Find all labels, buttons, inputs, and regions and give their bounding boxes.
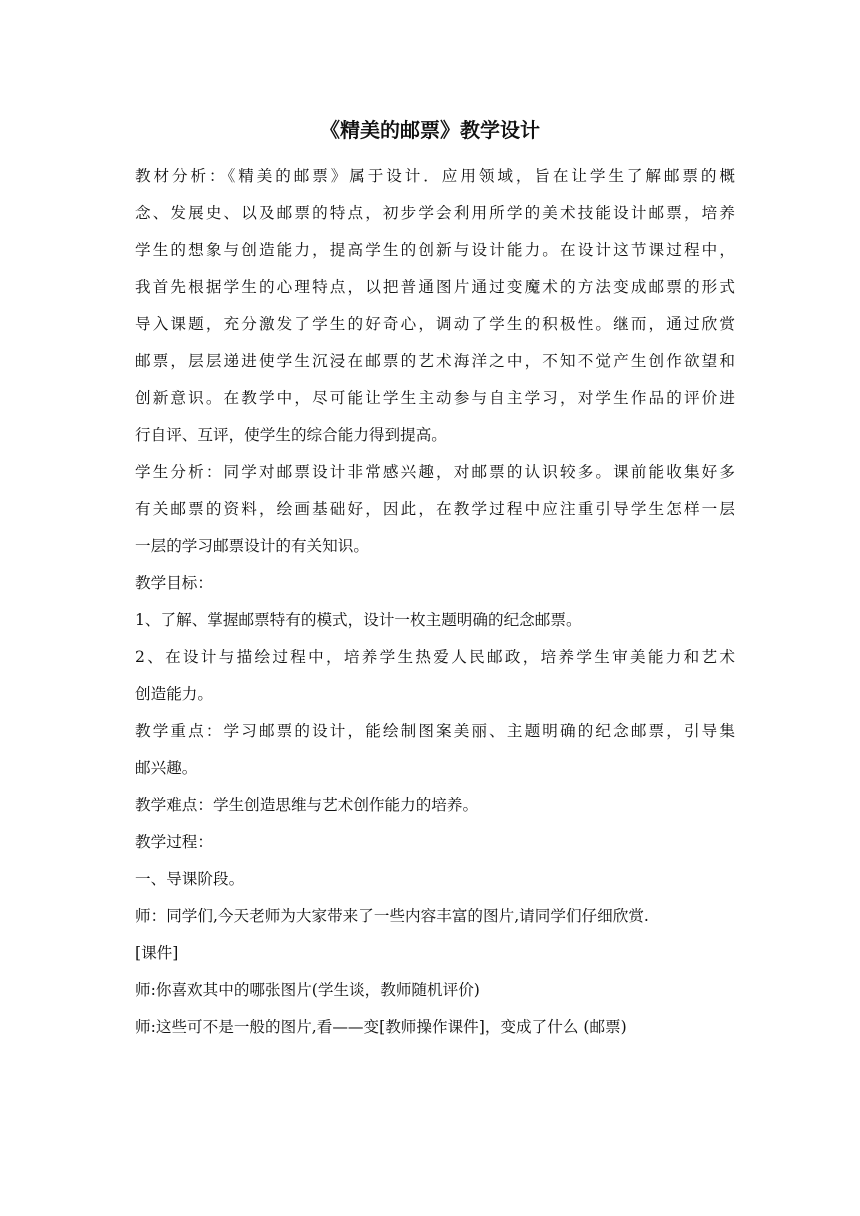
paragraph-line: 念、发展史、以及邮票的特点，初步学会利用所学的美术技能设计邮票，培养 [135,204,735,222]
paragraph-line: 师:这些可不是一般的图片,看——变[教师操作课件]，变成了什么 (邮票) [135,1018,627,1036]
list-item: 2、在设计与描绘过程中，培养学生热爱人民邮政，培养学生审美能力和艺术 [135,648,735,666]
paragraph-line: 师:你喜欢其中的哪张图片(学生谈，教师随机评价) [135,981,480,999]
paragraph-line: 学生的想象与创造能力，提高学生的创新与设计能力。在设计这节课过程中， [135,241,735,259]
paragraph-line: 教材分析：《精美的邮票》属于设计．应用领域，旨在让学生了解邮票的概 [135,167,735,185]
paragraph-line: 行自评、互评，使学生的综合能力得到提高。 [135,426,447,444]
paragraph-line: 有关邮票的资料，绘画基础好，因此，在教学过程中应注重引导学生怎样一层 [135,500,735,518]
paragraph-line: 教学重点：学习邮票的设计，能绘制图案美丽、主题明确的纪念邮票，引导集 [135,722,735,740]
paragraph-line: [课件] [135,944,179,962]
paragraph-line: 我首先根据学生的心理特点，以把普通图片通过变魔术的方法变成邮票的形式 [135,278,735,296]
paragraph-line: 导入课题，充分激发了学生的好奇心，调动了学生的积极性。继而，通过欣赏 [135,315,735,333]
document-title: 《精美的邮票》教学设计 [320,118,540,142]
paragraph-line: 学生分析：同学对邮票设计非常感兴趣，对邮票的认识较多。课前能收集好多 [135,463,735,481]
list-item: 创造能力。 [135,685,213,703]
paragraph-line: 师：同学们,今天老师为大家带来了一些内容丰富的图片,请同学们仔细欣赏. [135,907,649,925]
paragraph-line: 教学难点：学生创造思维与艺术创作能力的培养。 [135,796,479,814]
section-heading: 一、导课阶段。 [135,870,245,888]
list-item: 1、了解、掌握邮票特有的模式，设计一枚主题明确的纪念邮票。 [135,611,582,629]
paragraph-line: 创新意识。在教学中，尽可能让学生主动参与自主学习，对学生作品的评价进 [135,389,735,407]
paragraph-line: 邮票，层层递进使学生沉浸在邮票的艺术海洋之中，不知不觉产生创作欲望和 [135,352,735,370]
paragraph-line: 邮兴趣。 [135,759,198,777]
section-heading: 教学过程： [135,833,213,851]
section-heading: 教学目标： [135,574,213,592]
paragraph-line: 一层的学习邮票设计的有关知识。 [135,537,369,555]
